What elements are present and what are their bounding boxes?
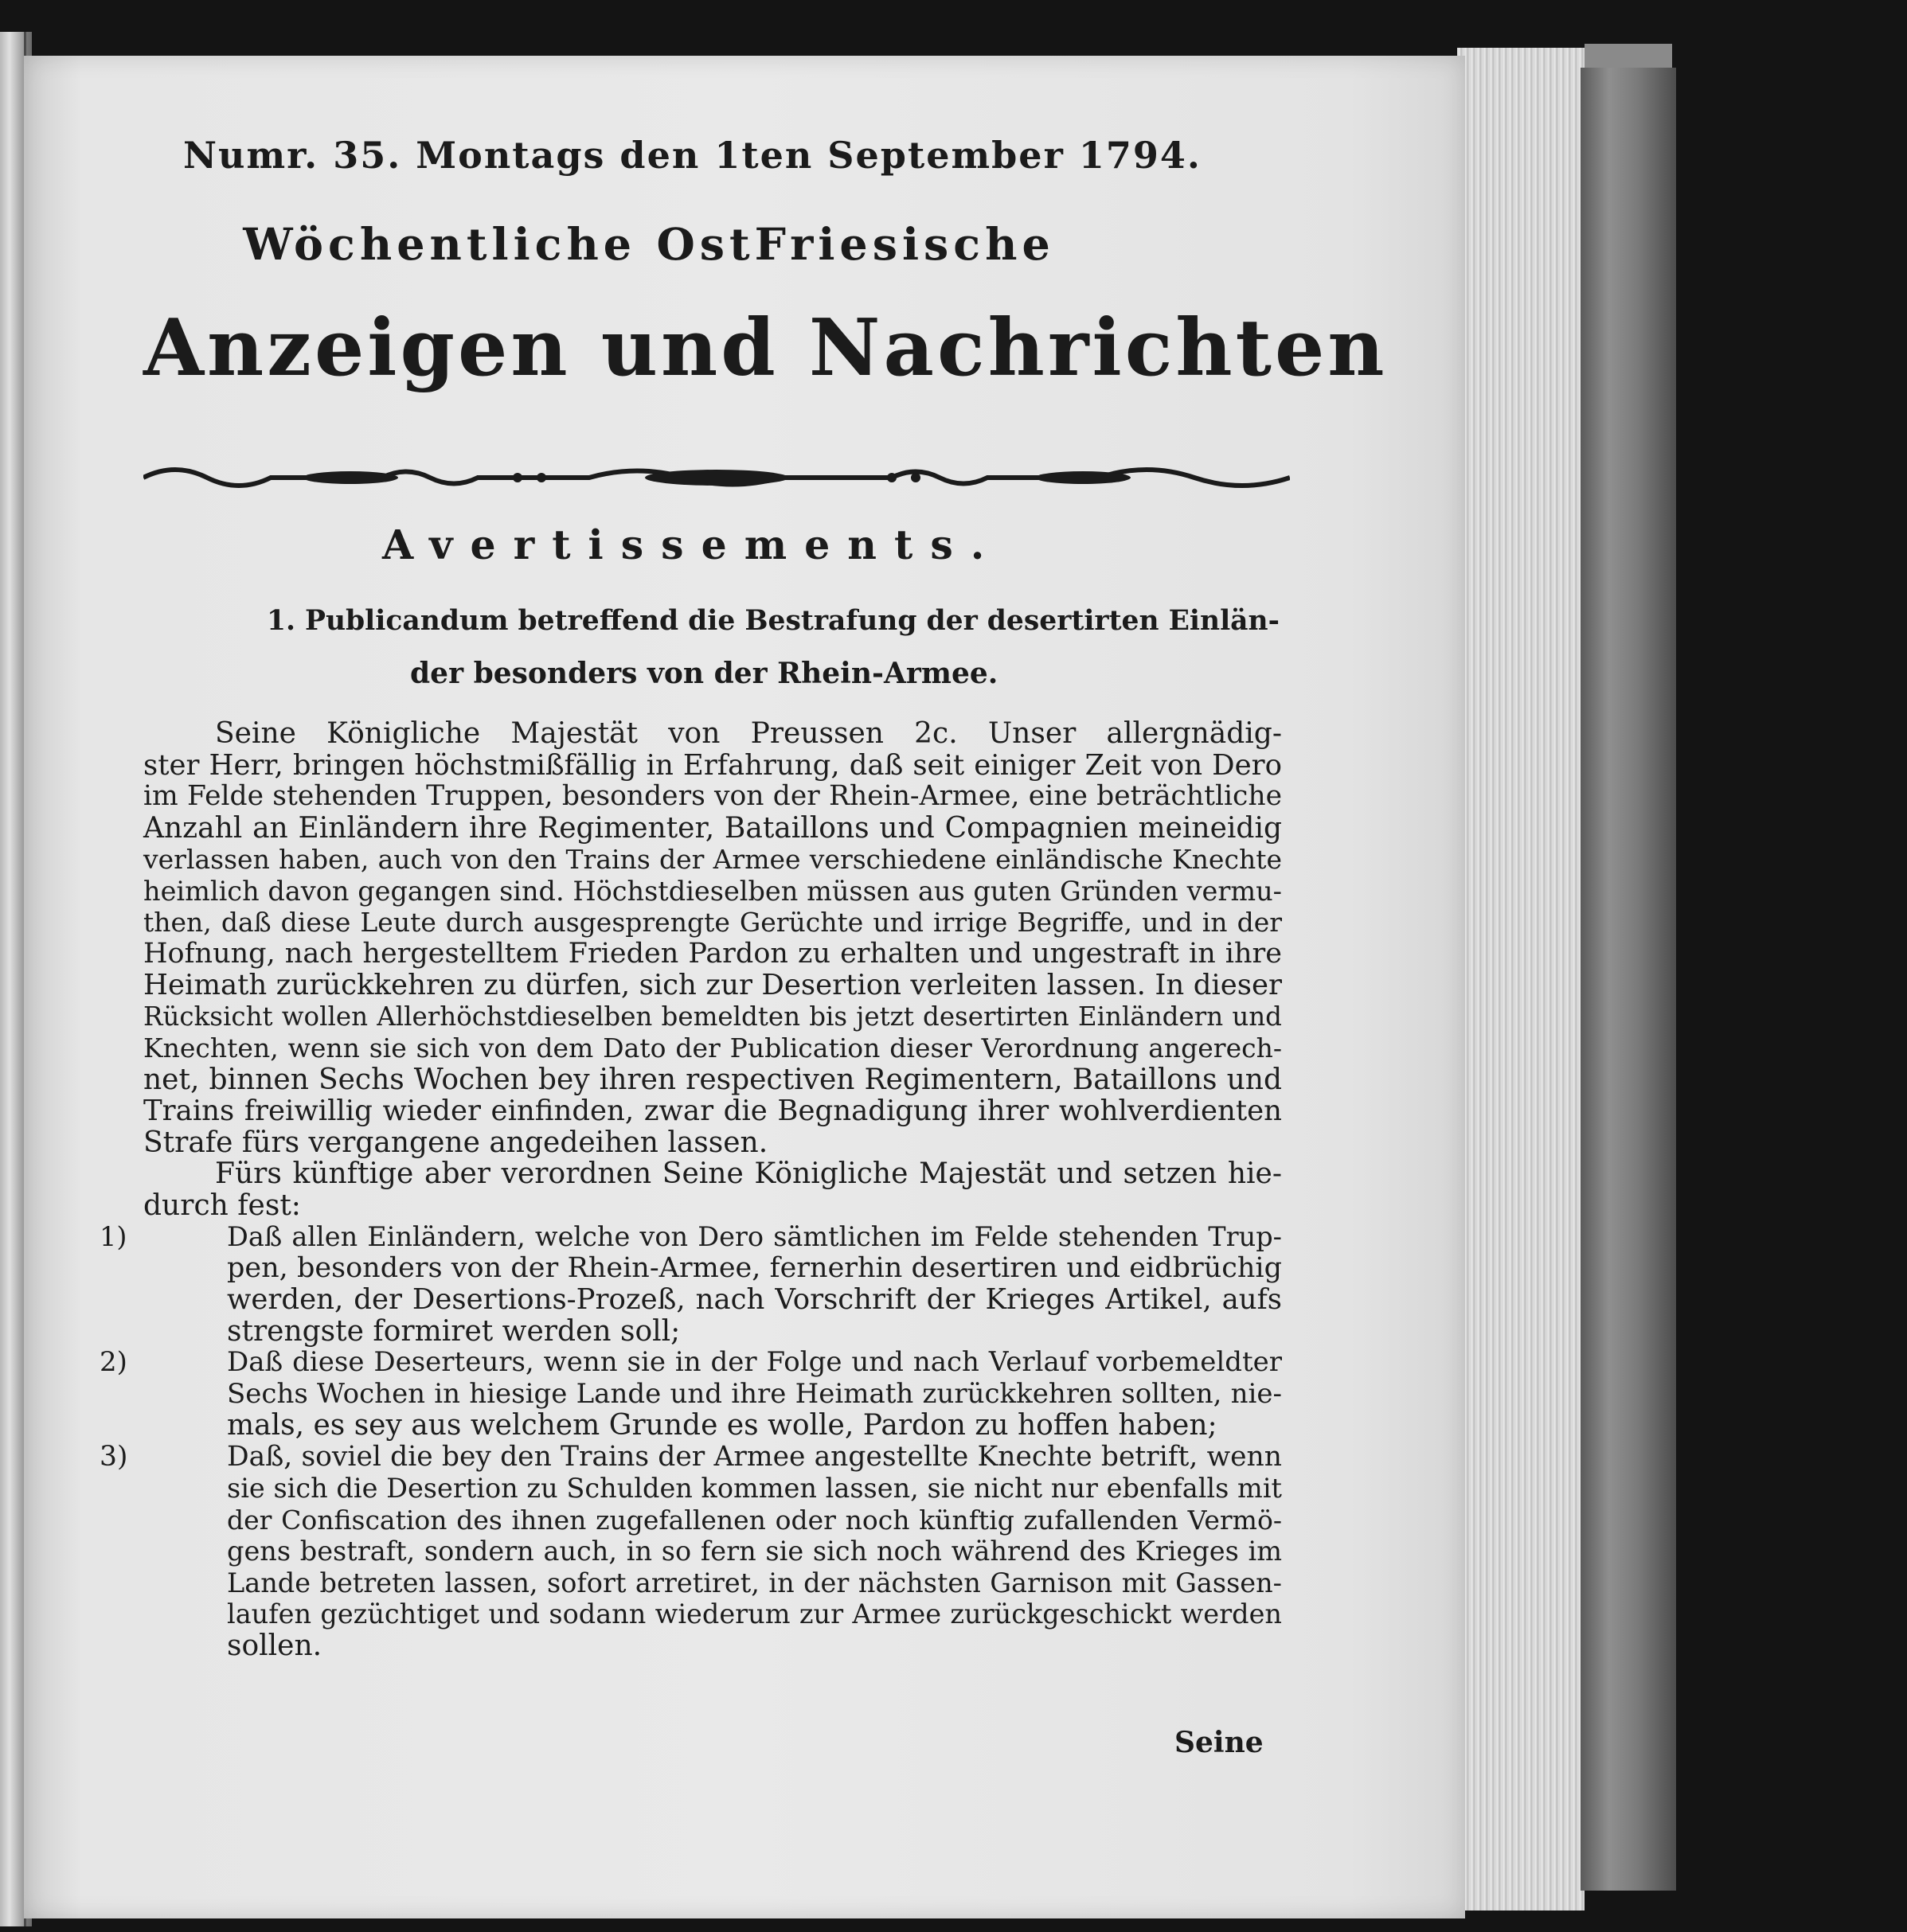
list-line: Lande betreten lassen, sofort arretiret, in der nächsten Garnison mit Gassen- [227,1567,1282,1598]
body-line: Seine Königliche Majestät von Preussen 2c. Unser allergnädig- [215,717,1282,750]
masthead-title: Anzeigen und Nachrichten [143,302,1388,394]
body-line: heimlich davon gegangen sind. Höchstdieselben müssen aus guten Gründen vermu- [143,875,1282,907]
item-heading-continued: der besonders von der Rhein-Armee. [410,657,998,690]
list-line: pen, besonders von der Rhein-Armee, fernerhin desertiren und eidbrüchig [227,1251,1282,1284]
issue-number-line: Numr. 35. Montags den 1ten September 1794. [183,134,1202,177]
ornamental-rule [143,458,1290,498]
catchword: Seine [1174,1726,1264,1759]
body-line: Anzahl an Einländern ihre Regimenter, Bataillons und Compagnien meineidig [143,811,1282,845]
item-heading: 1. Publicandum betreffend die Bestrafung der desertirten Einlän- [267,605,1280,637]
list-line: werden, der Desertions-Prozeß, nach Vorschrift der Krieges Artikel, aufs [227,1283,1282,1316]
list-line: Sechs Wochen in hiesige Lande und ihre Heimath zurückkehren sollten, nie- [227,1377,1282,1410]
book-cover [1581,68,1676,1891]
article-body [100,717,1282,1662]
list-line: sollen. [227,1629,322,1662]
list-line: gens bestraft, sondern auch, in so fern sie sich noch während des Krieges im [227,1536,1282,1567]
page-edges [1457,48,1585,1911]
book-spine [0,32,26,1926]
body-line: net, binnen Sechs Wochen bey ihren respectiven Regimentern, Bataillons und [143,1063,1282,1096]
body-line: then, daß diese Leute durch ausgesprengte Gerüchte und irrige Begriffe, und in der [143,907,1282,938]
list-line: laufen gezüchtiget und sodann wiederum zur Armee zurückgeschickt werden [227,1598,1282,1630]
body-line: verlassen haben, auch von den Trains der Armee verschiedene einländische Knechte [143,844,1282,875]
list-number: 2) [100,1346,127,1378]
list-line: Daß allen Einländern, welche von Dero sämtlichen im Felde stehenden Trup- [227,1221,1282,1252]
list-item-3 [100,1440,1282,1473]
body-line: im Felde stehenden Truppen, besonders von der Rhein-Armee, eine beträchtliche [143,780,1282,812]
decree-line: durch fest: [143,1188,301,1222]
body-line: ster Herr, bringen höchstmißfällig in Erfahrung, daß seit einiger Zeit von Dero [143,748,1282,782]
body-line: Hofnung, nach hergestelltem Frieden Pardon zu erhalten und ungestraft in ihre [143,937,1282,970]
list-line: der Confiscation des ihnen zugefallenen oder noch künftig zufallenden Vermö- [227,1504,1282,1536]
body-line: Heimath zurückkehren zu dürfen, sich zur Desertion verleiten lassen. In dieser [143,969,1282,1001]
list-line: strengste formiret werden soll; [227,1314,681,1348]
body-line: Rücksicht wollen Allerhöchstdieselben bemeldten bis jetzt desertirten Einländern und [143,1001,1282,1032]
decree-line: Fürs künftige aber verordnen Seine Königliche Majestät und setzen hie- [215,1157,1282,1190]
section-heading: Avertissements. [382,521,1002,568]
list-line: sie sich die Desertion zu Schulden kommen lassen, sie nicht nur ebenfalls mit [227,1473,1282,1504]
body-line: Knechten, wenn sie sich von dem Dato der Publication dieser Verordnung angerech- [143,1032,1282,1064]
list-line: Daß diese Deserteurs, wenn sie in der Folge und nach Verlauf vorbemeldter [227,1346,1282,1378]
list-item-2 [100,1346,1282,1379]
list-line: Daß, soviel die bey den Trains der Armee angestellte Knechte betrift, wenn [227,1440,1282,1473]
body-line: Strafe fürs vergangene angedeihen lassen. [143,1126,768,1159]
list-number: 3) [100,1440,128,1473]
body-line: Trains freiwillig wieder einfinden, zwar die Begnadigung ihrer wohlverdienten [143,1095,1282,1127]
list-number: 1) [100,1221,127,1252]
masthead-subtitle: Wöchentliche OstFriesische [243,219,1055,271]
list-line: mals, es sey aus welchem Grunde es wolle, Pardon zu hoffen haben; [227,1409,1217,1442]
list-item-1 [100,1221,1282,1253]
